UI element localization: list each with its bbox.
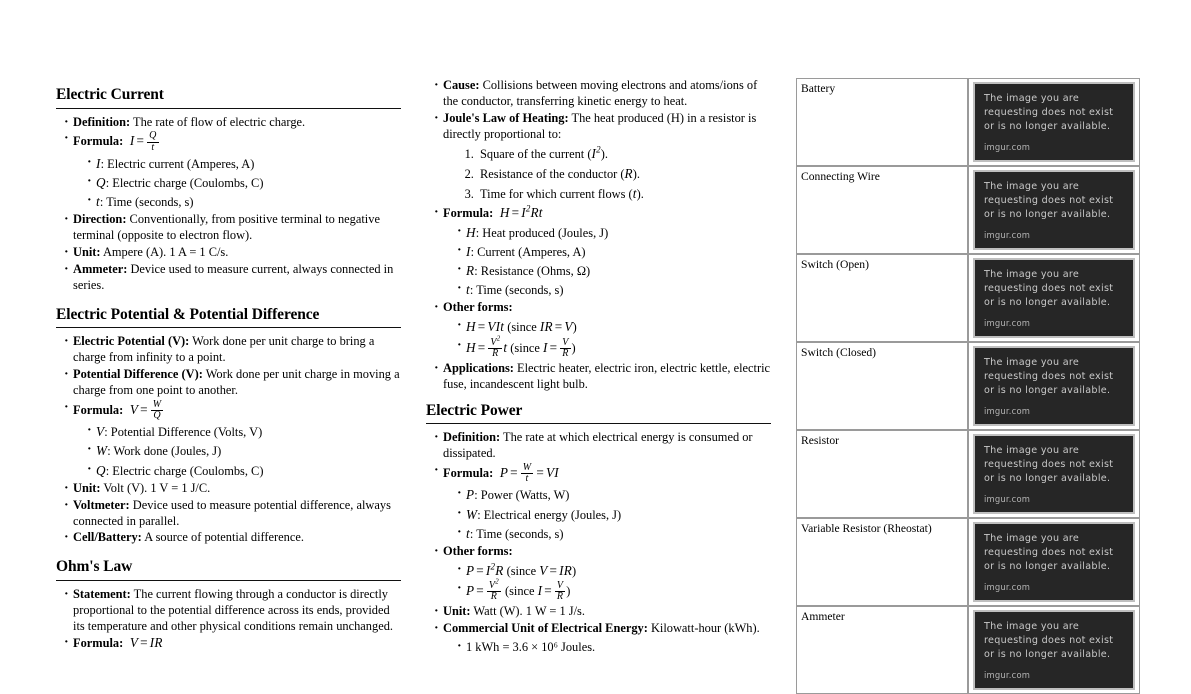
- numbered-list: [443, 145, 771, 202]
- item-text: The rate of flow of electric charge.: [130, 114, 306, 129]
- list-item: [64, 115, 401, 131]
- list-item: [434, 111, 771, 202]
- sub-bullet-list: [73, 155, 401, 210]
- component-name-cell: [796, 254, 968, 342]
- list-item: [64, 212, 401, 244]
- formula-note: (since IR = V): [507, 319, 577, 335]
- item-label: Applications:: [443, 360, 514, 375]
- component-name: Variable Resistor (Rheostat): [801, 522, 932, 535]
- list-item: 1. Square of the current $(I^2)$.: [477, 145, 771, 162]
- component-image-cell: [968, 166, 1140, 254]
- symbol: Q: [96, 462, 106, 478]
- list-item: [457, 224, 771, 241]
- list-item: [434, 463, 771, 542]
- item-text: Device used to measure potential difference, always connected in parallel.: [73, 497, 391, 528]
- symbol-desc: : Electric charge (Coulombs, C): [105, 176, 264, 191]
- list-item: [64, 367, 401, 399]
- sub-bullet-list: [443, 318, 771, 359]
- broken-image-placeholder: [973, 82, 1135, 162]
- list-item: [64, 262, 401, 294]
- item-text: Device used to measure current, always connected in series.: [73, 262, 394, 292]
- symbol: W: [96, 443, 108, 459]
- symbol-desc: : Electric charge (Coulombs, C): [105, 463, 264, 478]
- component-name-cell: [796, 78, 968, 166]
- symbol-desc: : Electric current (Amperes, A): [100, 156, 255, 171]
- heading-rule: [56, 327, 401, 328]
- item-text: Ampere (A). 1 A = 1 C/s.: [100, 245, 229, 260]
- list-item: [457, 262, 771, 279]
- table-row: [796, 518, 1140, 606]
- item-label: Unit:: [73, 480, 101, 495]
- table-row: [796, 342, 1140, 430]
- list-item: [457, 525, 771, 542]
- symbol-desc: : Time (seconds, s): [469, 283, 564, 298]
- table-row: [796, 78, 1140, 166]
- symbol-i: $I^2$: [591, 144, 601, 161]
- component-name-cell: [796, 166, 968, 254]
- list-item: [87, 174, 401, 191]
- list-item: [87, 442, 401, 459]
- section-electric-current: [56, 86, 401, 294]
- formula-power: P = $\frac{W}{t}$ = VI: [496, 462, 559, 485]
- component-name: Ammeter: [801, 610, 845, 623]
- item-text: Volt (V). 1 V = 1 J/C.: [100, 480, 211, 495]
- sub-bullet-list: [443, 224, 771, 299]
- list-item: [457, 506, 771, 523]
- item-label: Commercial Unit of Electrical Energy:: [443, 621, 648, 636]
- component-name: Switch (Open): [801, 258, 869, 271]
- list-item: [457, 335, 771, 359]
- list-item: [64, 131, 401, 210]
- component-name: Connecting Wire: [801, 170, 880, 183]
- section-electric-potential: [56, 306, 401, 547]
- list-item: [87, 423, 401, 440]
- placeholder-source: imgur.com: [984, 669, 1031, 680]
- placeholder-source: imgur.com: [984, 317, 1031, 328]
- formula-p-v2r: P = $\frac{V^2}{R}$: [466, 578, 499, 603]
- list-item: [457, 281, 771, 298]
- item-label: Other forms:: [443, 300, 513, 315]
- formula-note: (since V = IR): [506, 562, 577, 578]
- bullet-list: [56, 587, 401, 653]
- item-label: Joule's Law of Heating:: [443, 110, 569, 125]
- placeholder-source: imgur.com: [984, 581, 1031, 592]
- item-label: Other forms:: [443, 543, 513, 558]
- list-item: [87, 193, 401, 210]
- item-text: The current flowing through a conductor is directly proportional to the potential difference across its ends, provided its temperature and other physical conditions remain unchanged.: [73, 586, 393, 633]
- item-label: Formula:: [443, 466, 494, 481]
- component-name-cell: [796, 606, 968, 694]
- list-item: [434, 621, 771, 655]
- symbol-r: R: [624, 165, 633, 181]
- list-item: [64, 498, 401, 530]
- list-item: [64, 334, 401, 366]
- symbol: P: [466, 487, 475, 503]
- symbol-desc: : Current (Amperes, A): [470, 245, 586, 260]
- formula-note: (since I = $\frac{V}{R}$ ): [504, 579, 571, 603]
- symbol: t: [466, 282, 470, 298]
- symbol-desc: : Power (Watts, W): [474, 488, 570, 503]
- component-image-cell: [968, 78, 1140, 166]
- sub-bullet-list: [443, 486, 771, 541]
- symbol-desc: : Work done (Joules, J): [107, 444, 222, 459]
- item-text: The heat produced (H) in a resistor is directly proportional to:: [443, 110, 757, 141]
- item-text: Kilowatt-hour (kWh).: [647, 621, 760, 636]
- item-label: Definition:: [443, 430, 501, 445]
- list-item: 2. Resistance of the conductor (R).: [477, 165, 771, 182]
- kwh-conversion: 1 kWh = 3.6 × 10⁶ Joules.: [466, 640, 596, 655]
- formula-current: I = $\frac{Q}{t}$: [126, 130, 157, 153]
- list-item: [434, 361, 771, 393]
- table-row: [796, 430, 1140, 518]
- list-item: [457, 486, 771, 503]
- bullet-list: [56, 115, 401, 294]
- symbol-desc: : Electrical energy (Joules, J): [477, 507, 622, 522]
- component-name-cell: [796, 430, 968, 518]
- placeholder-message: The image you are requesting does not exist or is no longer available.: [984, 357, 1114, 396]
- section-heading: Electric Power: [426, 401, 523, 419]
- placeholder-source: imgur.com: [984, 493, 1031, 504]
- list-item: [457, 243, 771, 260]
- component-image-cell: [968, 254, 1140, 342]
- component-name: Switch (Closed): [801, 346, 877, 359]
- broken-image-placeholder: [973, 610, 1135, 690]
- component-name-cell: [796, 342, 968, 430]
- placeholder-message: The image you are requesting does not exist or is no longer available.: [984, 621, 1114, 660]
- component-image-cell: [968, 518, 1140, 606]
- list-item: [87, 155, 401, 172]
- list-item: 3. Time for which current flows (t).: [477, 185, 771, 202]
- symbol: H: [466, 224, 476, 240]
- sub-bullet-list: [443, 639, 771, 655]
- list-item: [64, 587, 401, 635]
- symbol: W: [466, 506, 478, 522]
- placeholder-message: The image you are requesting does not exist or is no longer available.: [984, 533, 1114, 572]
- item-label: Voltmeter:: [73, 497, 130, 512]
- broken-image-placeholder: [973, 258, 1135, 338]
- list-item: [457, 562, 771, 579]
- component-image-cell: [968, 430, 1140, 518]
- item-label: Formula:: [73, 636, 124, 651]
- item-label: Direction:: [73, 212, 127, 227]
- symbol-desc: : Potential Difference (Volts, V): [104, 425, 263, 440]
- item-label: Cell/Battery:: [73, 530, 142, 545]
- placeholder-message: The image you are requesting does not exist or is no longer available.: [984, 445, 1114, 484]
- list-item: [434, 300, 771, 358]
- symbol-t: t: [632, 185, 637, 201]
- placeholder-message: The image you are requesting does not exist or is no longer available.: [984, 181, 1114, 220]
- heading-rule: [56, 580, 401, 581]
- item-text: A source of potential difference.: [141, 530, 304, 545]
- formula-h-vit: H = VIt: [466, 319, 505, 335]
- formula-note: (since I = $\frac{V}{R}$ ): [510, 336, 576, 359]
- component-image-cell: [968, 606, 1140, 694]
- placeholder-source: imgur.com: [984, 229, 1031, 240]
- circuit-symbols-table: [796, 78, 1140, 694]
- broken-image-placeholder: [973, 434, 1135, 514]
- item-label: Unit:: [73, 245, 101, 260]
- item-text: Conventionally, from positive terminal to negative terminal (opposite to electron flow).: [73, 212, 380, 243]
- broken-image-placeholder: [973, 522, 1135, 602]
- symbol-desc: : Time (seconds, s): [99, 195, 194, 210]
- item-label: Unit:: [443, 604, 471, 619]
- table-body: [796, 78, 1140, 694]
- placeholder-source: imgur.com: [984, 141, 1031, 152]
- symbol: I: [466, 244, 471, 260]
- placeholder-source: imgur.com: [984, 405, 1031, 416]
- list-item: [434, 205, 771, 299]
- list-item: [64, 400, 401, 479]
- broken-image-placeholder: [973, 170, 1135, 250]
- section-heading: Ohm's Law: [56, 558, 133, 576]
- bullet-list: [426, 430, 771, 655]
- list-item: [457, 318, 771, 335]
- heading-rule: [426, 423, 771, 424]
- symbol: I: [96, 155, 101, 171]
- section-heading: Electric Current: [56, 86, 164, 103]
- item-label: Formula:: [443, 205, 494, 220]
- item-text: Watt (W). 1 W = 1 J/s.: [470, 604, 585, 619]
- component-name: Battery: [801, 82, 836, 95]
- list-item: [64, 635, 401, 652]
- list-item: [64, 530, 401, 546]
- symbol: Q: [96, 175, 106, 191]
- formula-voltage: V = $\frac{W}{Q}$: [126, 398, 162, 422]
- section-ohms-law: [56, 558, 401, 652]
- list-item: [64, 481, 401, 497]
- right-column: [796, 0, 1144, 680]
- bullet-list: [426, 78, 771, 393]
- bullet-list: [56, 334, 401, 546]
- list-item: [64, 245, 401, 261]
- component-name-cell: [796, 518, 968, 606]
- component-name: Resistor: [801, 434, 840, 447]
- symbol-desc: : Time (seconds, s): [469, 526, 564, 541]
- symbol: R: [466, 263, 475, 279]
- item-label: Ammeter:: [73, 262, 128, 276]
- left-column: [56, 0, 401, 651]
- symbol: t: [466, 525, 470, 541]
- item-text: The rate at which electrical energy is consumed or dissipated.: [443, 430, 753, 461]
- item-label: Potential Difference (V):: [73, 367, 203, 382]
- list-item: [434, 544, 771, 602]
- list-item: [457, 578, 771, 603]
- list-item: [434, 430, 771, 462]
- item-label: Formula:: [73, 402, 124, 417]
- table-row: [796, 254, 1140, 342]
- placeholder-message: The image you are requesting does not exist or is no longer available.: [984, 93, 1114, 132]
- symbol: V: [96, 424, 105, 440]
- item-label: Electric Potential (V):: [73, 334, 190, 349]
- list-item: [457, 639, 771, 655]
- item-text: Collisions between moving electrons and atoms/ions of the conductor, transferring kinetic energy to heat.: [443, 78, 758, 108]
- formula-p-i2r: $P = I^2R$: [466, 561, 504, 578]
- component-image-cell: [968, 342, 1140, 430]
- list-item: [434, 604, 771, 620]
- item-text: Work done per unit charge to bring a charge from infinity to a point.: [73, 334, 375, 365]
- section-electric-power: [426, 402, 771, 656]
- sub-bullet-list: [73, 423, 401, 478]
- item-label: Definition:: [73, 114, 131, 129]
- list-item: [434, 78, 771, 110]
- item-text: Electric heater, electric iron, electric kettle, electric fuse, incandescent light bulb.: [443, 360, 771, 391]
- sub-bullet-list: [443, 562, 771, 603]
- symbol: t: [96, 194, 100, 210]
- placeholder-message: The image you are requesting does not exist or is no longer available.: [984, 269, 1114, 308]
- item-text: Work done per unit charge in moving a charge from one point to another.: [73, 367, 400, 397]
- broken-image-placeholder: [973, 346, 1135, 426]
- formula-h-v2rt: H = $\frac{V^2}{R}$ t: [466, 335, 508, 359]
- middle-column: [426, 0, 771, 655]
- formula-ohms-law: V = IR: [126, 635, 163, 651]
- list-item: [87, 462, 401, 479]
- symbol-desc: : Heat produced (Joules, J): [475, 225, 609, 240]
- symbol-desc: : Resistance (Ohms, Ω): [474, 264, 591, 279]
- heading-rule: [56, 108, 401, 109]
- item-label: Cause:: [443, 78, 480, 92]
- section-heading: Electric Potential & Potential Difference: [56, 305, 320, 323]
- formula-joules-law: $H = I^2Rt$: [496, 203, 543, 220]
- item-label: Formula:: [73, 134, 124, 149]
- item-label: Statement:: [73, 586, 131, 601]
- table-row: [796, 166, 1140, 254]
- table-row: [796, 606, 1140, 694]
